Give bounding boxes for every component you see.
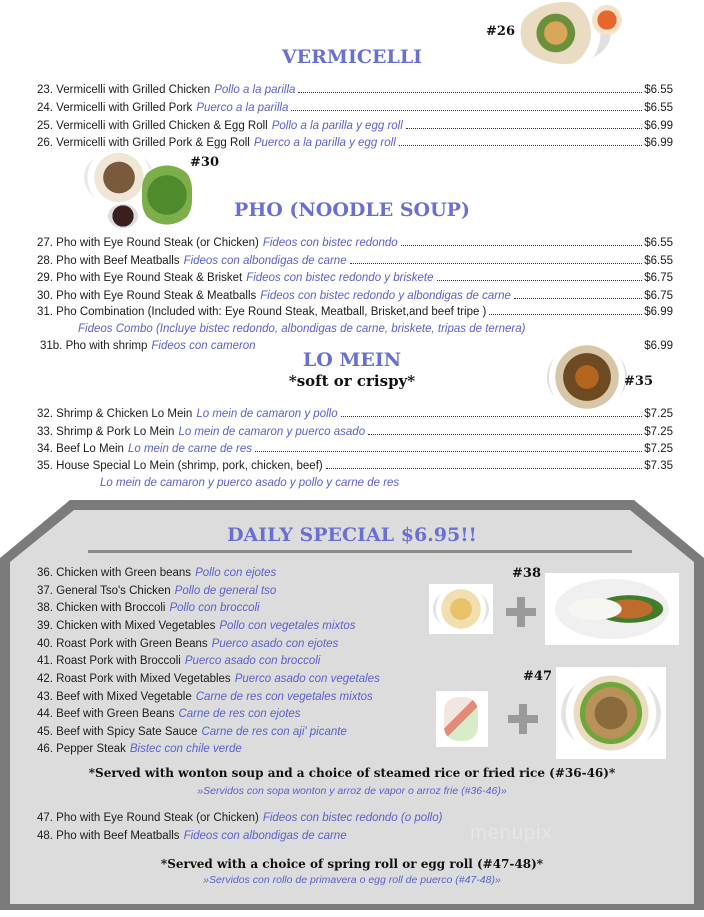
special-item-47 — [37, 810, 442, 826]
menu-item-31 — [37, 304, 673, 320]
special-heading: DAILY SPECIAL $6.95!! — [227, 524, 477, 546]
item-name: 32. Shrimp & Chicken Lo Mein — [37, 408, 193, 420]
plus-icon — [508, 704, 538, 734]
item-name: 45. Beef with Spicy Sate Sauce — [37, 726, 198, 738]
item-price: $6.99 — [644, 306, 673, 318]
item-price: $6.55 — [644, 84, 673, 96]
special-note-2-spanish: »Servidos con rollo de primavera o egg roll de puerco (#47-48)» — [203, 874, 501, 886]
item-spanish: Puerco asado con broccoli — [184, 655, 321, 667]
item-name: 24. Vermicelli with Grilled Pork — [37, 102, 193, 114]
item-price: $6.55 — [644, 237, 673, 249]
sauce-bowl-photo — [592, 5, 622, 35]
item-name: 34. Beef Lo Mein — [37, 443, 124, 455]
photo-label-47: #47 — [523, 669, 552, 684]
leader-dots — [326, 468, 642, 469]
item-price: $7.25 — [644, 426, 673, 438]
pho-combo-spanish: Fideos Combo (Incluye bistec redondo, albondigas de carne, brisketе, tripas de ternera) — [78, 323, 526, 335]
menu-item-34 — [37, 441, 673, 457]
leader-dots — [401, 245, 643, 246]
chicken-broccoli-photo — [555, 579, 669, 639]
special-item-38 — [37, 600, 260, 616]
item-spanish: Lo mein de carne de res — [127, 443, 252, 455]
menu-item-35 — [37, 458, 673, 474]
item-name: 40. Roast Pork with Green Beans — [37, 638, 208, 650]
item-name: 26. Vermicelli with Grilled Pork & Egg Roll — [37, 137, 250, 149]
item-name: 48. Pho with Beef Meatballs — [37, 830, 180, 842]
item-spanish: Pollo a la parilla — [214, 84, 296, 96]
menu-item-26 — [37, 135, 673, 151]
item-price: $7.25 — [644, 443, 673, 455]
special-item-42 — [37, 671, 380, 687]
special-item-44 — [37, 706, 301, 722]
item-spanish: Fideos con bistec redondo — [262, 237, 398, 249]
item-name: 30. Pho with Eye Round Steak & Meatballs — [37, 290, 257, 302]
lomein-subtitle: *soft or crispy* — [288, 372, 416, 390]
item-spanish: Fideos con albondigas de carne — [183, 255, 347, 267]
item-spanish: Pollo con vegetales mixtos — [219, 620, 356, 632]
spring-roll-box — [436, 691, 488, 747]
special-item-37 — [37, 583, 276, 599]
menu-item-24 — [37, 100, 673, 116]
pho-special-photo — [561, 673, 661, 753]
wonton-soup-box — [429, 584, 493, 634]
special-item-40 — [37, 636, 338, 652]
item-spanish: Carne de res con vegetales mixtos — [195, 691, 373, 703]
item-price: $6.55 — [644, 255, 673, 267]
item-spanish: Puerco asado con ejotes — [211, 638, 339, 650]
item-price: $6.99 — [644, 340, 673, 352]
item-name: 39. Chicken with Mixed Vegetables — [37, 620, 216, 632]
leader-dots — [406, 128, 642, 129]
item-name: 47. Pho with Eye Round Steak (or Chicken) — [37, 812, 259, 824]
menu-item-25 — [37, 118, 673, 134]
leader-dots — [298, 92, 642, 93]
lomein-dish-photo — [547, 343, 627, 411]
item-spanish: Fideos con bistec redondo (o pollo) — [262, 812, 443, 824]
item-spanish: Fideos con bistec redondo y brisketе — [246, 272, 434, 284]
leader-dots — [368, 434, 642, 435]
item-spanish: Fideos con bistec redondo y albondigas de carne — [260, 290, 511, 302]
item-spanish: Bistec con chile verde — [129, 743, 242, 755]
special-item-36 — [37, 565, 276, 581]
leader-dots — [437, 280, 643, 281]
item-price: $7.25 — [644, 408, 673, 420]
item-name: 33. Shrimp & Pork Lo Mein — [37, 426, 175, 438]
special-note-1: *Served with wonton soup and a choice of steamed rice or fried rice (#36-46)* — [88, 766, 616, 780]
menu-item-33 — [37, 424, 673, 440]
menu-item-23 — [37, 82, 673, 98]
item-name: 23. Vermicelli with Grilled Chicken — [37, 84, 211, 96]
special-note-1-spanish: »Servidos con sopa wonton y arroz de vapor o arroz frie (#36-46)» — [197, 785, 507, 797]
special-item-41 — [37, 653, 320, 669]
plus-icon — [506, 597, 536, 627]
item-name: 27. Pho with Eye Round Steak (or Chicken) — [37, 237, 259, 249]
item-spanish: Lo mein de camaron y pollo — [196, 408, 338, 420]
leader-dots — [350, 263, 643, 264]
item-name: 46. Pepper Steak — [37, 743, 126, 755]
special-item-39 — [37, 618, 356, 634]
item-name: 44. Beef with Green Beans — [37, 708, 175, 720]
photo-label-26: #26 — [486, 24, 515, 39]
item-spanish: Puerco asado con vegetales — [234, 673, 380, 685]
item-price: $6.99 — [644, 120, 673, 132]
menu-item-30 — [37, 288, 673, 304]
item-name: 29. Pho with Eye Round Steak & Brisket — [37, 272, 243, 284]
photo-label-30: #30 — [190, 155, 219, 170]
item-name: 43. Beef with Mixed Vegetable — [37, 691, 192, 703]
item-price: $7.35 — [644, 460, 673, 472]
item-name: 28. Pho with Beef Meatballs — [37, 255, 180, 267]
house-lomein-spanish: Lo mein de camaron y puerco asado y pollo y carne de res — [100, 477, 400, 489]
item-name: 36. Chicken with Green beans — [37, 567, 192, 579]
item-price: $6.75 — [644, 272, 673, 284]
item-spanish: Puerco a la parilla y egg roll — [253, 137, 396, 149]
item-spanish: Pollo de general tso — [174, 585, 277, 597]
item-name: 37. General Tso's Chicken — [37, 585, 171, 597]
photo-label-35: #35 — [624, 374, 653, 389]
special-item-48 — [37, 828, 347, 844]
menu-item-27 — [37, 235, 673, 251]
special-item-46 — [37, 741, 242, 757]
item-name: 31. Pho Combination (Included with: Eye Round Steak, Meatball, Brisket,and beef tripe ) — [37, 306, 487, 318]
item-name: 35. House Special Lo Mein (shrimp, pork, chicken, beef) — [37, 460, 323, 472]
menu-item-32 — [37, 406, 673, 422]
item-price: $6.55 — [644, 102, 673, 114]
item-spanish: Puerco a la parilla — [196, 102, 289, 114]
special-item-43 — [37, 689, 373, 705]
special-item-45 — [37, 724, 347, 740]
item-name: 25. Vermicelli with Grilled Chicken & Egg Roll — [37, 120, 268, 132]
item-spanish: Fideos con cameron — [151, 340, 256, 352]
item-spanish: Pollo con broccoli — [169, 602, 260, 614]
leader-dots — [255, 451, 642, 452]
leader-dots — [291, 110, 642, 111]
menu-item-28 — [37, 253, 673, 269]
chicken-broccoli-box — [545, 573, 679, 645]
item-name: 38. Chicken with Broccoli — [37, 602, 166, 614]
item-spanish: Pollo con ejotes — [195, 567, 277, 579]
special-note-2: *Served with a choice of spring roll or egg roll (#47-48)* — [160, 857, 544, 871]
leader-dots — [399, 145, 642, 146]
lomein-heading: LO MEIN — [302, 349, 402, 371]
item-spanish: Lo mein de camaron y puerco asado — [178, 426, 366, 438]
item-price: $6.99 — [644, 137, 673, 149]
vermicelli-heading: VERMICELLI — [281, 46, 423, 68]
item-price: $6.75 — [644, 290, 673, 302]
item-spanish: Carne de res con ejotes — [178, 708, 301, 720]
photo-label-38: #38 — [512, 566, 541, 581]
item-name: 41. Roast Pork with Broccoli — [37, 655, 181, 667]
spring-roll-photo — [444, 697, 478, 741]
wonton-soup-photo — [433, 587, 489, 631]
pho-special-box — [556, 667, 666, 759]
pho-heading: PHO (NOODLE SOUP) — [234, 199, 470, 221]
item-spanish: Pollo a la parilla y egg roll — [271, 120, 403, 132]
item-name: 42. Roast Pork with Mixed Vegetables — [37, 673, 231, 685]
item-name: 31b. Pho with shrimp — [40, 340, 148, 352]
leader-dots — [514, 298, 642, 299]
leader-dots — [341, 416, 643, 417]
item-spanish: Fideos con albondigas de carne — [183, 830, 347, 842]
special-divider — [88, 550, 632, 553]
menu-item-29 — [37, 270, 673, 286]
leader-dots — [489, 314, 642, 315]
watermark: menupix — [470, 822, 553, 844]
item-spanish: Carne de res con aji' picante — [201, 726, 347, 738]
